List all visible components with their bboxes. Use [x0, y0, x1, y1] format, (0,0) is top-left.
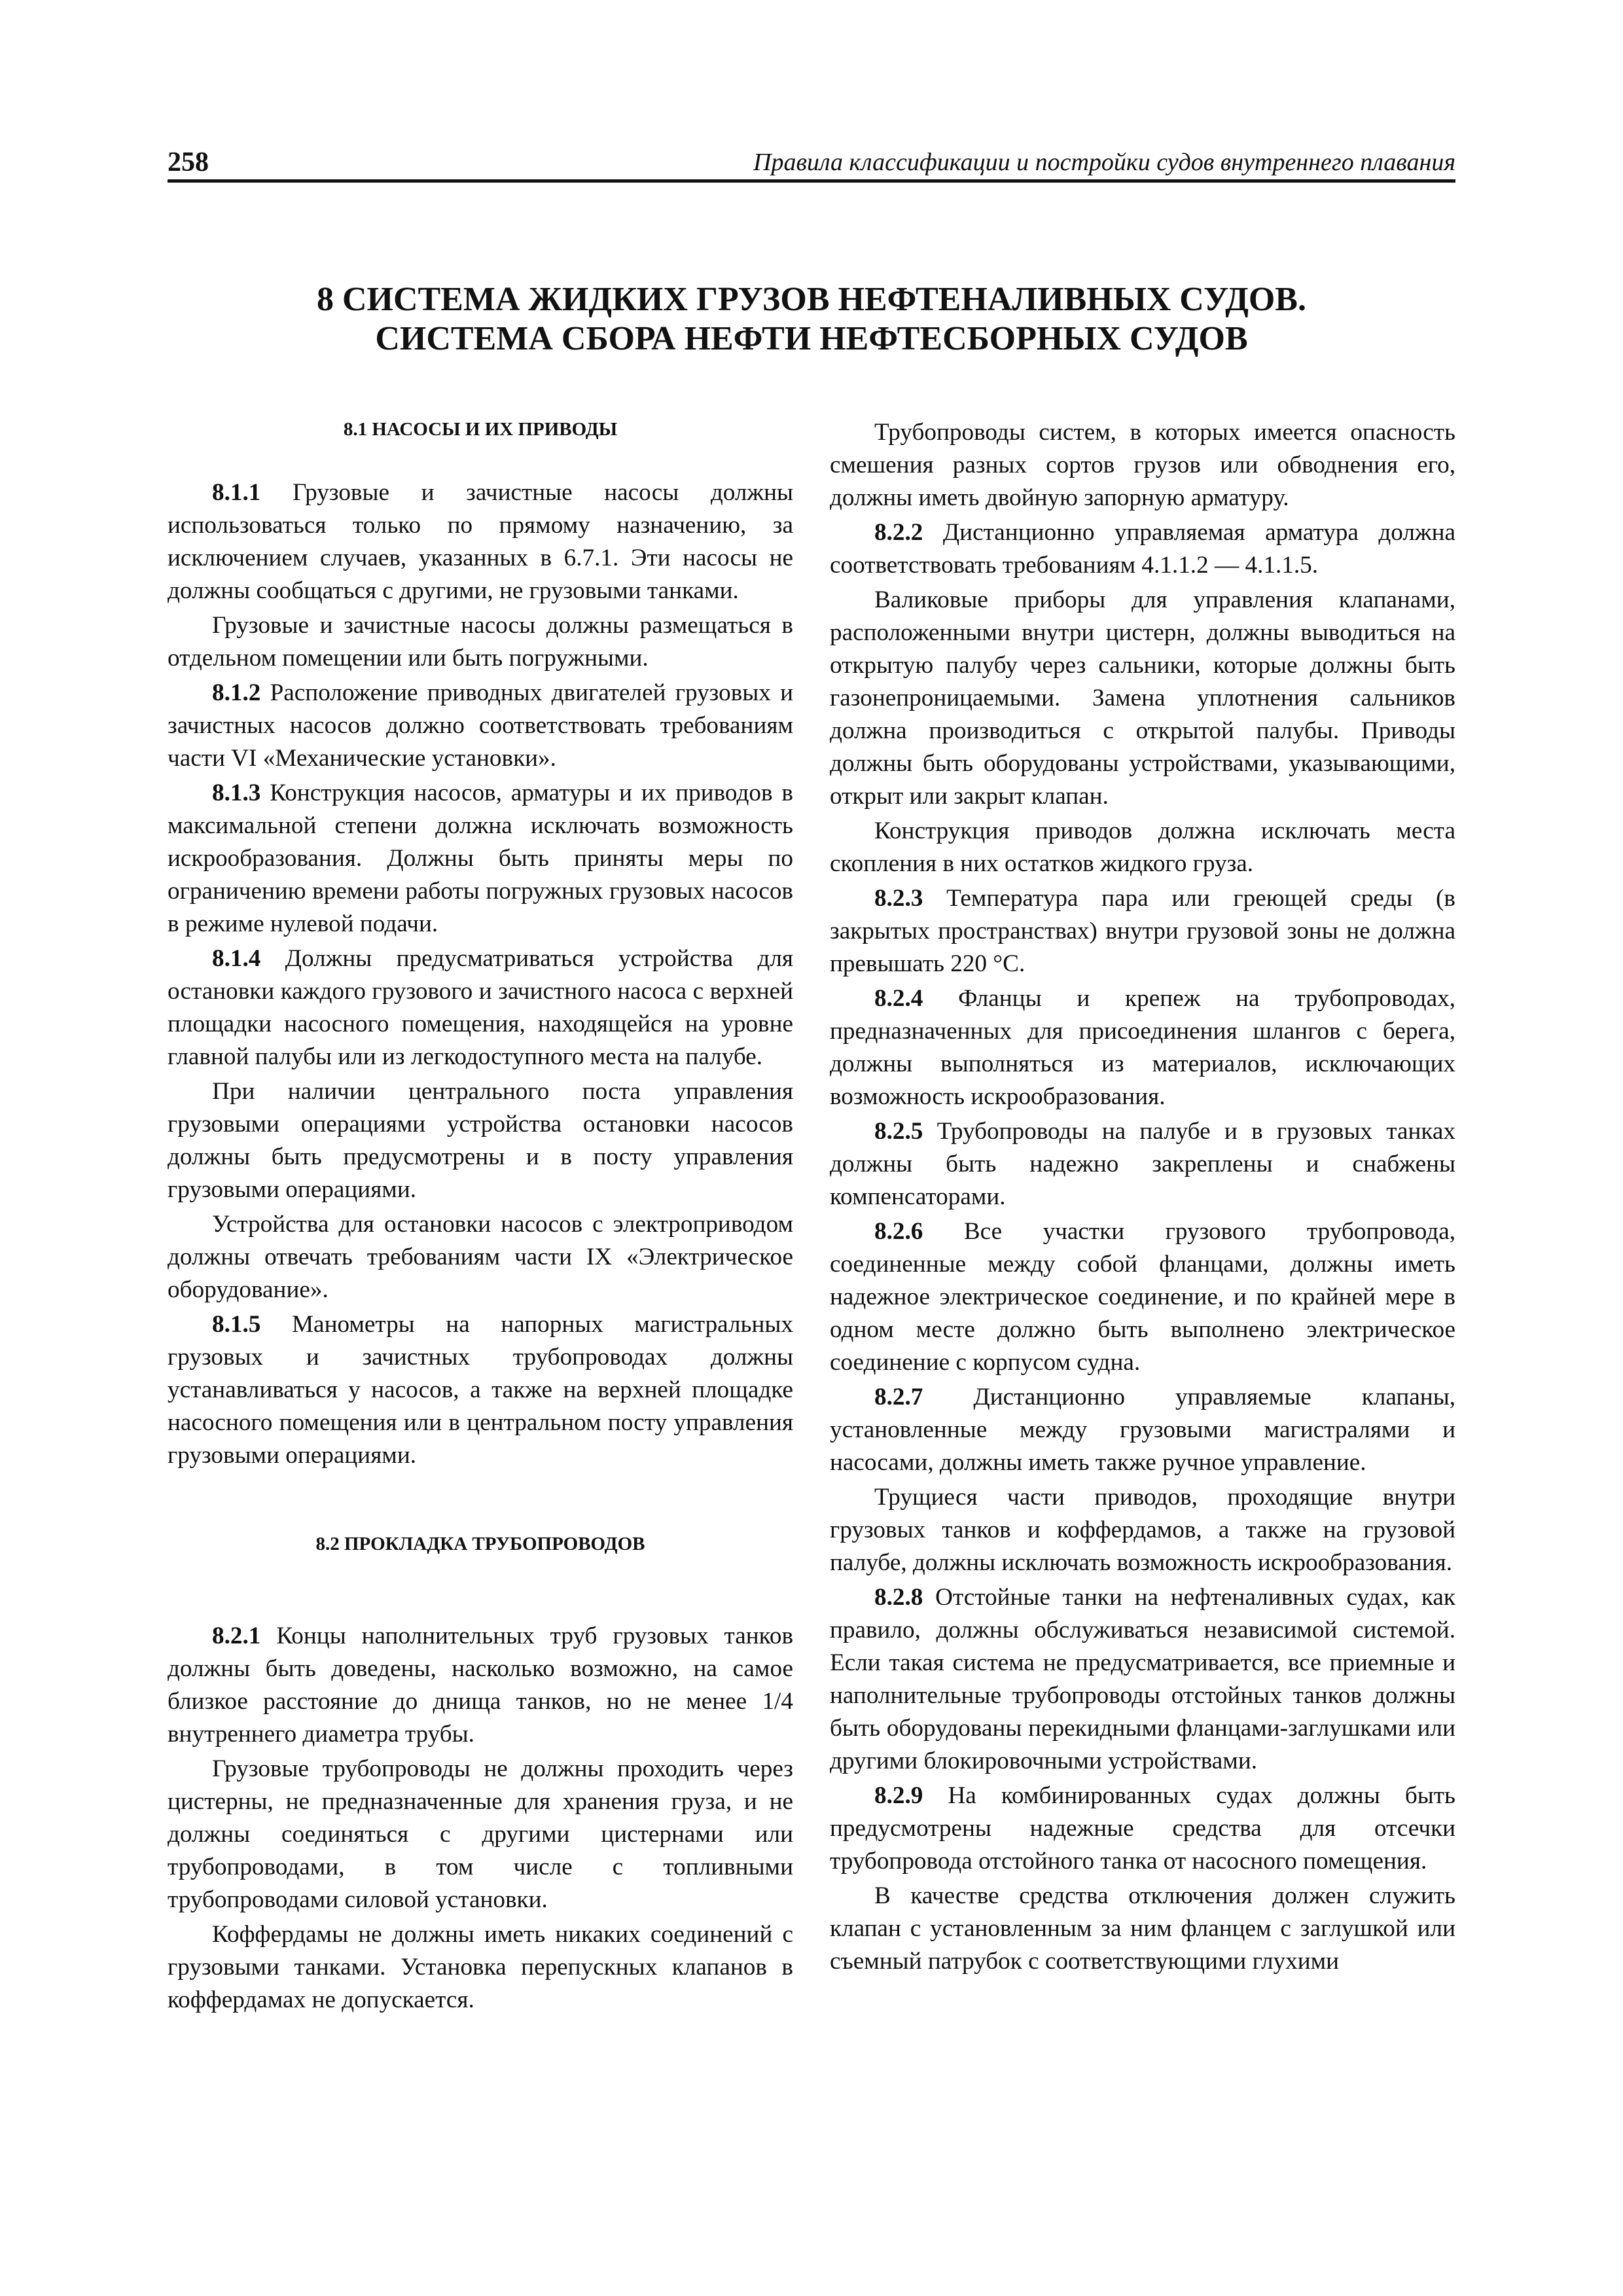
- clause-number: 8.2.9: [874, 1782, 923, 1809]
- paragraph-text: Температура пара или греющей среды (в закрытых пространствах) внутри грузовой зоны не должна превышать 220 °С.: [830, 885, 1455, 977]
- paragraph-text: Должны предусматриваться устройства для остановки каждого грузового и зачистного насоса с верхней площадки насосного помещения, находящейся на уровне главной палубы или из легкодоступного места на палубе.: [168, 945, 793, 1070]
- clause-number: 8.2.3: [874, 885, 923, 912]
- paragraph: Грузовые и зачистные насосы должны размещаться в отдельном помещении или быть погружными.: [168, 612, 793, 672]
- clause-number: 8.1.1: [212, 479, 261, 506]
- chapter-title-line-1: 8 СИСТЕМА ЖИДКИХ ГРУЗОВ НЕФТЕНАЛИВНЫХ СУДОВ.: [317, 281, 1306, 318]
- paragraph-text: Дистанционно управляемая арматура должна соответствовать требованиям 4.1.1.2 — 4.1.1.5.: [830, 519, 1455, 579]
- section-heading-8-2: 8.2 ПРОКЛАДКА ТРУБОПРОВОДОВ: [315, 1534, 645, 1554]
- paragraph-text: Концы наполнительных труб грузовых танков должны быть доведены, насколько возможно, на самое близкое расстояние до днища танков, но не менее 1/4 внутреннего диаметра трубы.: [168, 1623, 793, 1748]
- chapter-title-line-2: СИСТЕМА СБОРА НЕФТИ НЕФТЕСБОРНЫХ СУДОВ: [375, 320, 1248, 357]
- paragraph-text: Отстойные танки на нефтеналивных судах, как правило, должны обслуживаться независимой системой. Если такая система не предусматривается, все приемные и наполнительные трубопроводы отстойных танков должны быть оборудованы перекидными фланцами-заглушками или другими блокировочными устройствами.: [830, 1584, 1455, 1774]
- section-heading-8-1: 8.1 НАСОСЫ И ИХ ПРИВОДЫ: [343, 419, 618, 440]
- running-title: Правила классификации и постройки судов внутреннего плавания: [753, 149, 1455, 176]
- clause-number: 8.1.3: [212, 780, 261, 806]
- paragraph: [830, 1780, 1455, 1878]
- paragraph: [168, 476, 793, 607]
- paragraph-text: Грузовые и зачистные насосы должны использоваться только по прямому назначению, за исключением случаев, указанных в 6.7.1. Эти насосы не должны сообщаться с другими, не грузовыми танками.: [168, 479, 793, 604]
- paragraph-text: На комбинированных судах должны быть предусмотрены надежные средства для отсечки трубопровода отстойного танка от насосного помещения.: [830, 1782, 1455, 1874]
- paragraph-text: Фланцы и крепеж на трубопроводах, предназначенных для присоединения шлангов с берега, должны выполняться из материалов, исключающих возможность искрообразования.: [830, 985, 1455, 1110]
- paragraph: [830, 1581, 1455, 1778]
- clause-number: 8.1.5: [212, 1311, 261, 1338]
- paragraph: [830, 1115, 1455, 1213]
- paragraph-text: Дистанционно управляемые клапаны, установленные между грузовыми магистралями и насосами, должны иметь также ручное управление.: [830, 1384, 1455, 1476]
- paragraph-text: Расположение приводных двигателей грузовых и зачистных насосов должно соответствовать требованиям части VI «Механические установки».: [168, 679, 793, 772]
- clause-number: 8.2.4: [874, 985, 923, 1012]
- clause-number: 8.2.6: [874, 1218, 923, 1245]
- paragraph-text: Конструкция насосов, арматуры и их приводов в максимальной степени должна исключать возможность искрообразования. Должны быть приняты меры по ограничению времени работы погружных грузовых насосов в режиме нулевой подачи.: [168, 780, 793, 937]
- clause-number: 8.2.5: [874, 1118, 923, 1145]
- paragraph: [168, 1620, 793, 1751]
- paragraph: [830, 982, 1455, 1113]
- paragraph: В качестве средства отключения должен служить клапан с установленным за ним фланцем с заглушкой или съемный патрубок с соответствующими глухими: [830, 1882, 1455, 1975]
- clause-number: 8.1.2: [212, 679, 261, 706]
- paragraph: Устройства для остановки насосов с электроприводом должны отвечать требованиям части IX «Электрическое оборудование».: [168, 1211, 793, 1303]
- paragraph-text: Манометры на напорных магистральных грузовых и зачистных трубопроводах должны устанавливаться у насосов, а также на верхней площадке насосного помещения или в центральном посту управления грузовыми операциями.: [168, 1311, 793, 1469]
- paragraph: [830, 516, 1455, 582]
- clause-number: 8.1.4: [212, 945, 261, 972]
- paragraph: Грузовые трубопроводы не должны проходить через цистерны, не предназначенные для хранения груза, и не должны соединяться с другими цистернами или трубопроводами, в том числе с топливными трубопроводами силовой установки.: [168, 1755, 793, 1913]
- paragraph-text: Трубопроводы на палубе и в грузовых танках должны быть надежно закреплены и снабжены компенсаторами.: [830, 1118, 1455, 1210]
- paragraph: Коффердамы не должны иметь никаких соединений с грузовыми танками. Установка перепускных клапанов в коффердамах не допускается.: [168, 1921, 793, 2013]
- paragraph: [830, 1381, 1455, 1479]
- running-header: [168, 145, 1455, 183]
- paragraph-text: Все участки грузового трубопровода, соединенные между собой фланцами, должны иметь надежное электрическое соединение, и по крайней мере в одном месте должно быть выполнено электрическое соединение с корпусом судна.: [830, 1218, 1455, 1376]
- clause-number: 8.2.8: [874, 1584, 923, 1611]
- paragraph: [168, 777, 793, 941]
- paragraph: [830, 1215, 1455, 1379]
- chapter-title: [168, 280, 1455, 359]
- right-column: [830, 416, 1455, 1978]
- paragraph: Валиковые приборы для управления клапанами, расположенными внутри цистерн, должны выводиться на открытую палубу через сальники, которые должны быть газонепроницаемыми. Замена уплотнения сальников должна производиться с открытой палубы. Приводы должны быть оборудованы устройствами, указывающими, открыт или закрыт клапан.: [830, 586, 1455, 810]
- paragraph: Трубопроводы систем, в которых имеется опасность смешения разных сортов грузов или обводнения его, должны иметь двойную запорную арматуру.: [830, 419, 1455, 511]
- paragraph: [830, 882, 1455, 980]
- paragraph: [168, 1308, 793, 1472]
- clause-number: 8.2.2: [874, 519, 923, 546]
- paragraph: Конструкция приводов должна исключать места скопления в них остатков жидкого груза.: [830, 817, 1455, 877]
- left-column: [168, 416, 793, 2017]
- paragraph: [168, 677, 793, 775]
- clause-number: 8.2.7: [874, 1384, 923, 1410]
- page-number: 258: [168, 147, 209, 177]
- paragraph: [168, 942, 793, 1073]
- paragraph: При наличии центрального поста управления грузовыми операциями устройства остановки насосов должны быть предусмотрены и в посту управления грузовыми операциями.: [168, 1078, 793, 1203]
- paragraph: Трущиеся части приводов, проходящие внутри грузовых танков и коффердамов, а также на грузовой палубе, должны исключать возможность искрообразования.: [830, 1484, 1455, 1576]
- clause-number: 8.2.1: [212, 1623, 261, 1649]
